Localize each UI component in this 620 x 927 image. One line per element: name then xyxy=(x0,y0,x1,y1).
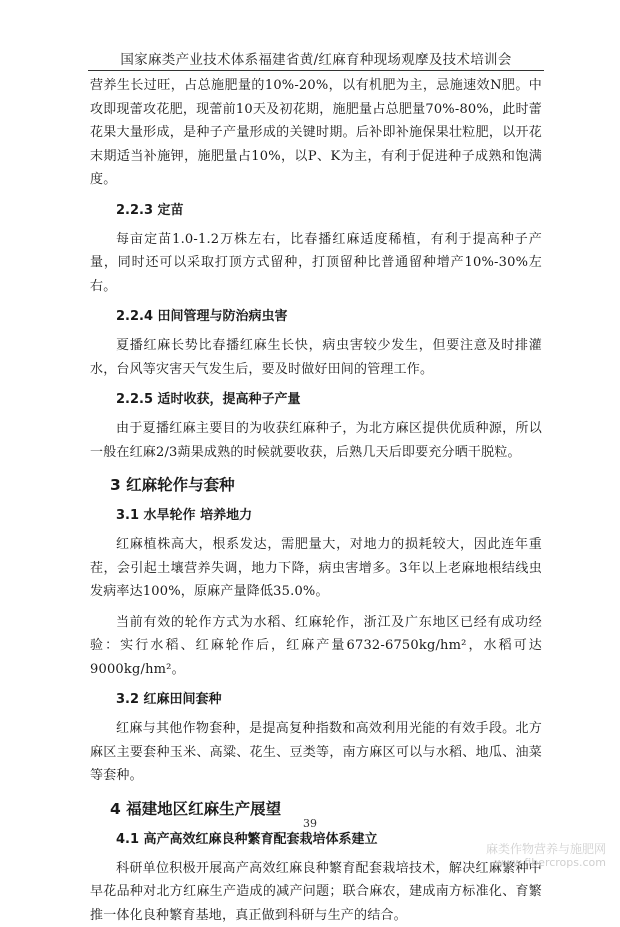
chapter-heading: 4 福建地区红麻生产展望 xyxy=(110,798,542,820)
paragraph: 当前有效的轮作方式为水稻、红麻轮作，浙江及广东地区已经有成功经验：实行水稻、红麻轮作后，红麻产量6732-6750kg/hm²，水稻可达9000kg/hm²。 xyxy=(90,611,542,682)
watermark-url: www.fibercrops.com xyxy=(486,856,606,870)
watermark-name: 麻类作物营养与施肥网 xyxy=(486,842,606,856)
paragraph: 营养生长过旺，占总施肥量的10%-20%，以有机肥为主，忌施速效N肥。中攻即现蕾攻花肥，现蕾前10天及初花期，施肥量占总肥量70%-80%，此时蕾花果大量形成，是种子产量形成的关键时期。后补即补施保果壮粒肥，以开花末期适当补施钾，施肥量占10%，以P、K为主，有利于促进种子成熟和饱满度。 xyxy=(90,74,542,192)
body-content xyxy=(90,74,542,927)
paragraph: 夏播红麻长势比春播红麻生长快，病虫害较少发生，但要注意及时排灌水，台风等灾害天气发生后，要及时做好田间的管理工作。 xyxy=(90,334,542,381)
paragraph: 每亩定苗1.0-1.2万株左右，比春播红麻适度稀植，有利于提高种子产量，同时还可以采取打顶方式留种，打顶留种比普通留种增产10%-30%左右。 xyxy=(90,228,542,299)
section-heading: 3.1 水旱轮作 培养地力 xyxy=(116,506,542,526)
paragraph: 红麻与其他作物套种，是提高复种指数和高效利用光能的有效手段。北方麻区主要套种玉米、高粱、花生、豆类等，南方麻区可以与水稻、地瓜、油菜等套种。 xyxy=(90,717,542,788)
section-heading: 3.2 红麻田间套种 xyxy=(116,690,542,710)
section-heading: 2.2.5 适时收获，提高种子产量 xyxy=(116,390,542,410)
site-watermark xyxy=(486,842,606,870)
section-heading: 2.2.4 田间管理与防治病虫害 xyxy=(116,307,542,327)
chapter-heading: 3 红麻轮作与套种 xyxy=(110,474,542,496)
section-heading: 4.1 高产高效红麻良种繁育配套栽培体系建立 xyxy=(116,830,542,850)
page-number: 39 xyxy=(0,817,620,830)
header-rule xyxy=(88,70,544,71)
running-header: 国家麻类产业技术体系福建省黄/红麻育种现场观摩及技术培训会 xyxy=(88,48,544,68)
paragraph: 由于夏播红麻主要目的为收获红麻种子，为北方麻区提供优质种源，所以一般在红麻2/3蒴果成熟的时候就要收获，后熟几天后即要充分晒干脱粒。 xyxy=(90,417,542,464)
paragraph: 科研单位积极开展高产高效红麻良种繁育配套栽培技术，解决红麻繁种中早花品种对北方红麻生产造成的减产问题；联合麻农，建成南方标准化、育繁推一体化良种繁育基地，真正做到科研与生产的结合。 xyxy=(90,857,542,927)
paragraph: 红麻植株高大，根系发达，需肥量大，对地力的损耗较大，因此连年重茬，会引起土壤营养失调，地力下降，病虫害增多。3年以上老麻地根结线虫发病率达100%，原麻产量降低35.0%。 xyxy=(90,533,542,604)
section-heading: 2.2.3 定苗 xyxy=(116,201,542,221)
